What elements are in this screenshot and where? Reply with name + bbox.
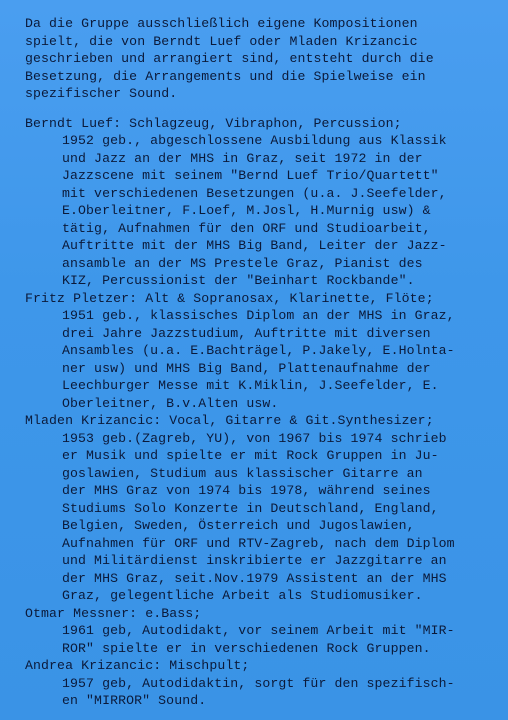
- text-line: Aufnahmen für ORF und RTV-Zagreb, nach dem Diplom: [62, 535, 455, 551]
- text-line: Oberleitner, B.v.Alten usw.: [62, 395, 279, 411]
- text-line: 1961 geb, Autodidakt, vor seinem Arbeit mit "MIR-: [62, 623, 455, 638]
- member-heading: Berndt Luef: Schlagzeug, Vibraphon, Percussion;: [25, 115, 402, 131]
- member-entry: [25, 657, 505, 710]
- text-line: Da die Gruppe ausschließlich eigene Kompositionen: [25, 16, 418, 31]
- text-line: 1951 geb., klassisches Diplom an der MHS in Graz,: [62, 308, 455, 323]
- text-line: Leechburger Messe mit K.Miklin, J.Seefelder, E.: [62, 378, 439, 393]
- text-line: ROR" spielte er in verschiedenen Rock Gruppen.: [62, 640, 431, 656]
- text-line: der MHS Graz von 1974 bis 1978, während seines: [62, 483, 431, 498]
- text-line: ansamble an der MS Prestele Graz, Pianist des: [62, 255, 423, 271]
- member-entry: [25, 115, 505, 290]
- text-line: 1957 geb, Autodidaktin, sorgt für den spezifisch-: [62, 675, 455, 691]
- text-line: tätig, Aufnahmen für den ORF und Studioarbeit,: [62, 220, 431, 236]
- member-heading: Mladen Krizancic: Vocal, Gitarre & Git.Synthesizer;: [25, 413, 434, 428]
- member-heading: Otmar Messner: e.Bass;: [25, 605, 202, 621]
- text-line: Studiums Solo Konzerte in Deutschland, England,: [62, 500, 439, 516]
- text-line: und Militärdienst inskribierte er Jazzgitarre an: [62, 553, 447, 568]
- text-line: spielt, die von Berndt Luef oder Mladen Krizancic: [25, 33, 418, 49]
- text-line: KIZ, Percussionist der "Beinhart Rockbande".: [62, 273, 415, 288]
- text-line: Besetzung, die Arrangements und die Spielweise ein: [25, 68, 426, 84]
- text-line: ner usw) und MHS Big Band, Plattenaufnahme der: [62, 360, 431, 376]
- member-entry: [25, 412, 505, 605]
- text-line: 1953 geb.(Zagreb, YU), von 1967 bis 1974 schrieb: [62, 430, 447, 446]
- text-line: und Jazz an der MHS in Graz, seit 1972 in der: [62, 150, 423, 166]
- member-entry: [25, 605, 505, 658]
- text-line: geschrieben und arrangiert sind, entsteht durch die: [25, 51, 434, 66]
- text-line: Jazzscene mit seinem "Bernd Luef Trio/Quartett": [62, 168, 439, 183]
- text-line: Belgien, Sweden, Österreich und Jugoslawien,: [62, 518, 415, 533]
- text-line: mit verschiedenen Besetzungen (u.a. J.Seefelder,: [62, 185, 447, 201]
- text-line: en "MIRROR" Sound.: [62, 693, 207, 708]
- text-line: er Musik und spielte er mit Rock Gruppen in Ju-: [62, 448, 439, 463]
- text-line: drei Jahre Jazzstudium, Auftritte mit diversen: [62, 325, 431, 341]
- text-line: Auftritte mit der MHS Big Band, Leiter der Jazz-: [62, 238, 447, 253]
- member-entry: [25, 290, 505, 413]
- text-line: 1952 geb., abgeschlossene Ausbildung aus Klassik: [62, 133, 447, 148]
- text-line: der MHS Graz, seit.Nov.1979 Assistent an der MHS: [62, 570, 447, 586]
- member-heading: Fritz Pletzer: Alt & Sopranosax, Klarinette, Flöte;: [25, 290, 434, 306]
- text-line: Ansambles (u.a. E.Bachträgel, P.Jakely, E.Holnta-: [62, 343, 455, 358]
- document-body: [25, 15, 505, 710]
- member-heading: Andrea Krizancic: Mischpult;: [25, 658, 250, 673]
- intro-paragraph: [25, 15, 505, 103]
- text-line: Graz, gelegentliche Arbeit als Studiomusiker.: [62, 588, 423, 603]
- text-line: spezifischer Sound.: [25, 86, 178, 101]
- text-line: E.Oberleitner, F.Loef, M.Josl, H.Murnig usw) &: [62, 203, 431, 218]
- text-line: goslawien, Studium aus klassischer Gitarre an: [62, 465, 423, 481]
